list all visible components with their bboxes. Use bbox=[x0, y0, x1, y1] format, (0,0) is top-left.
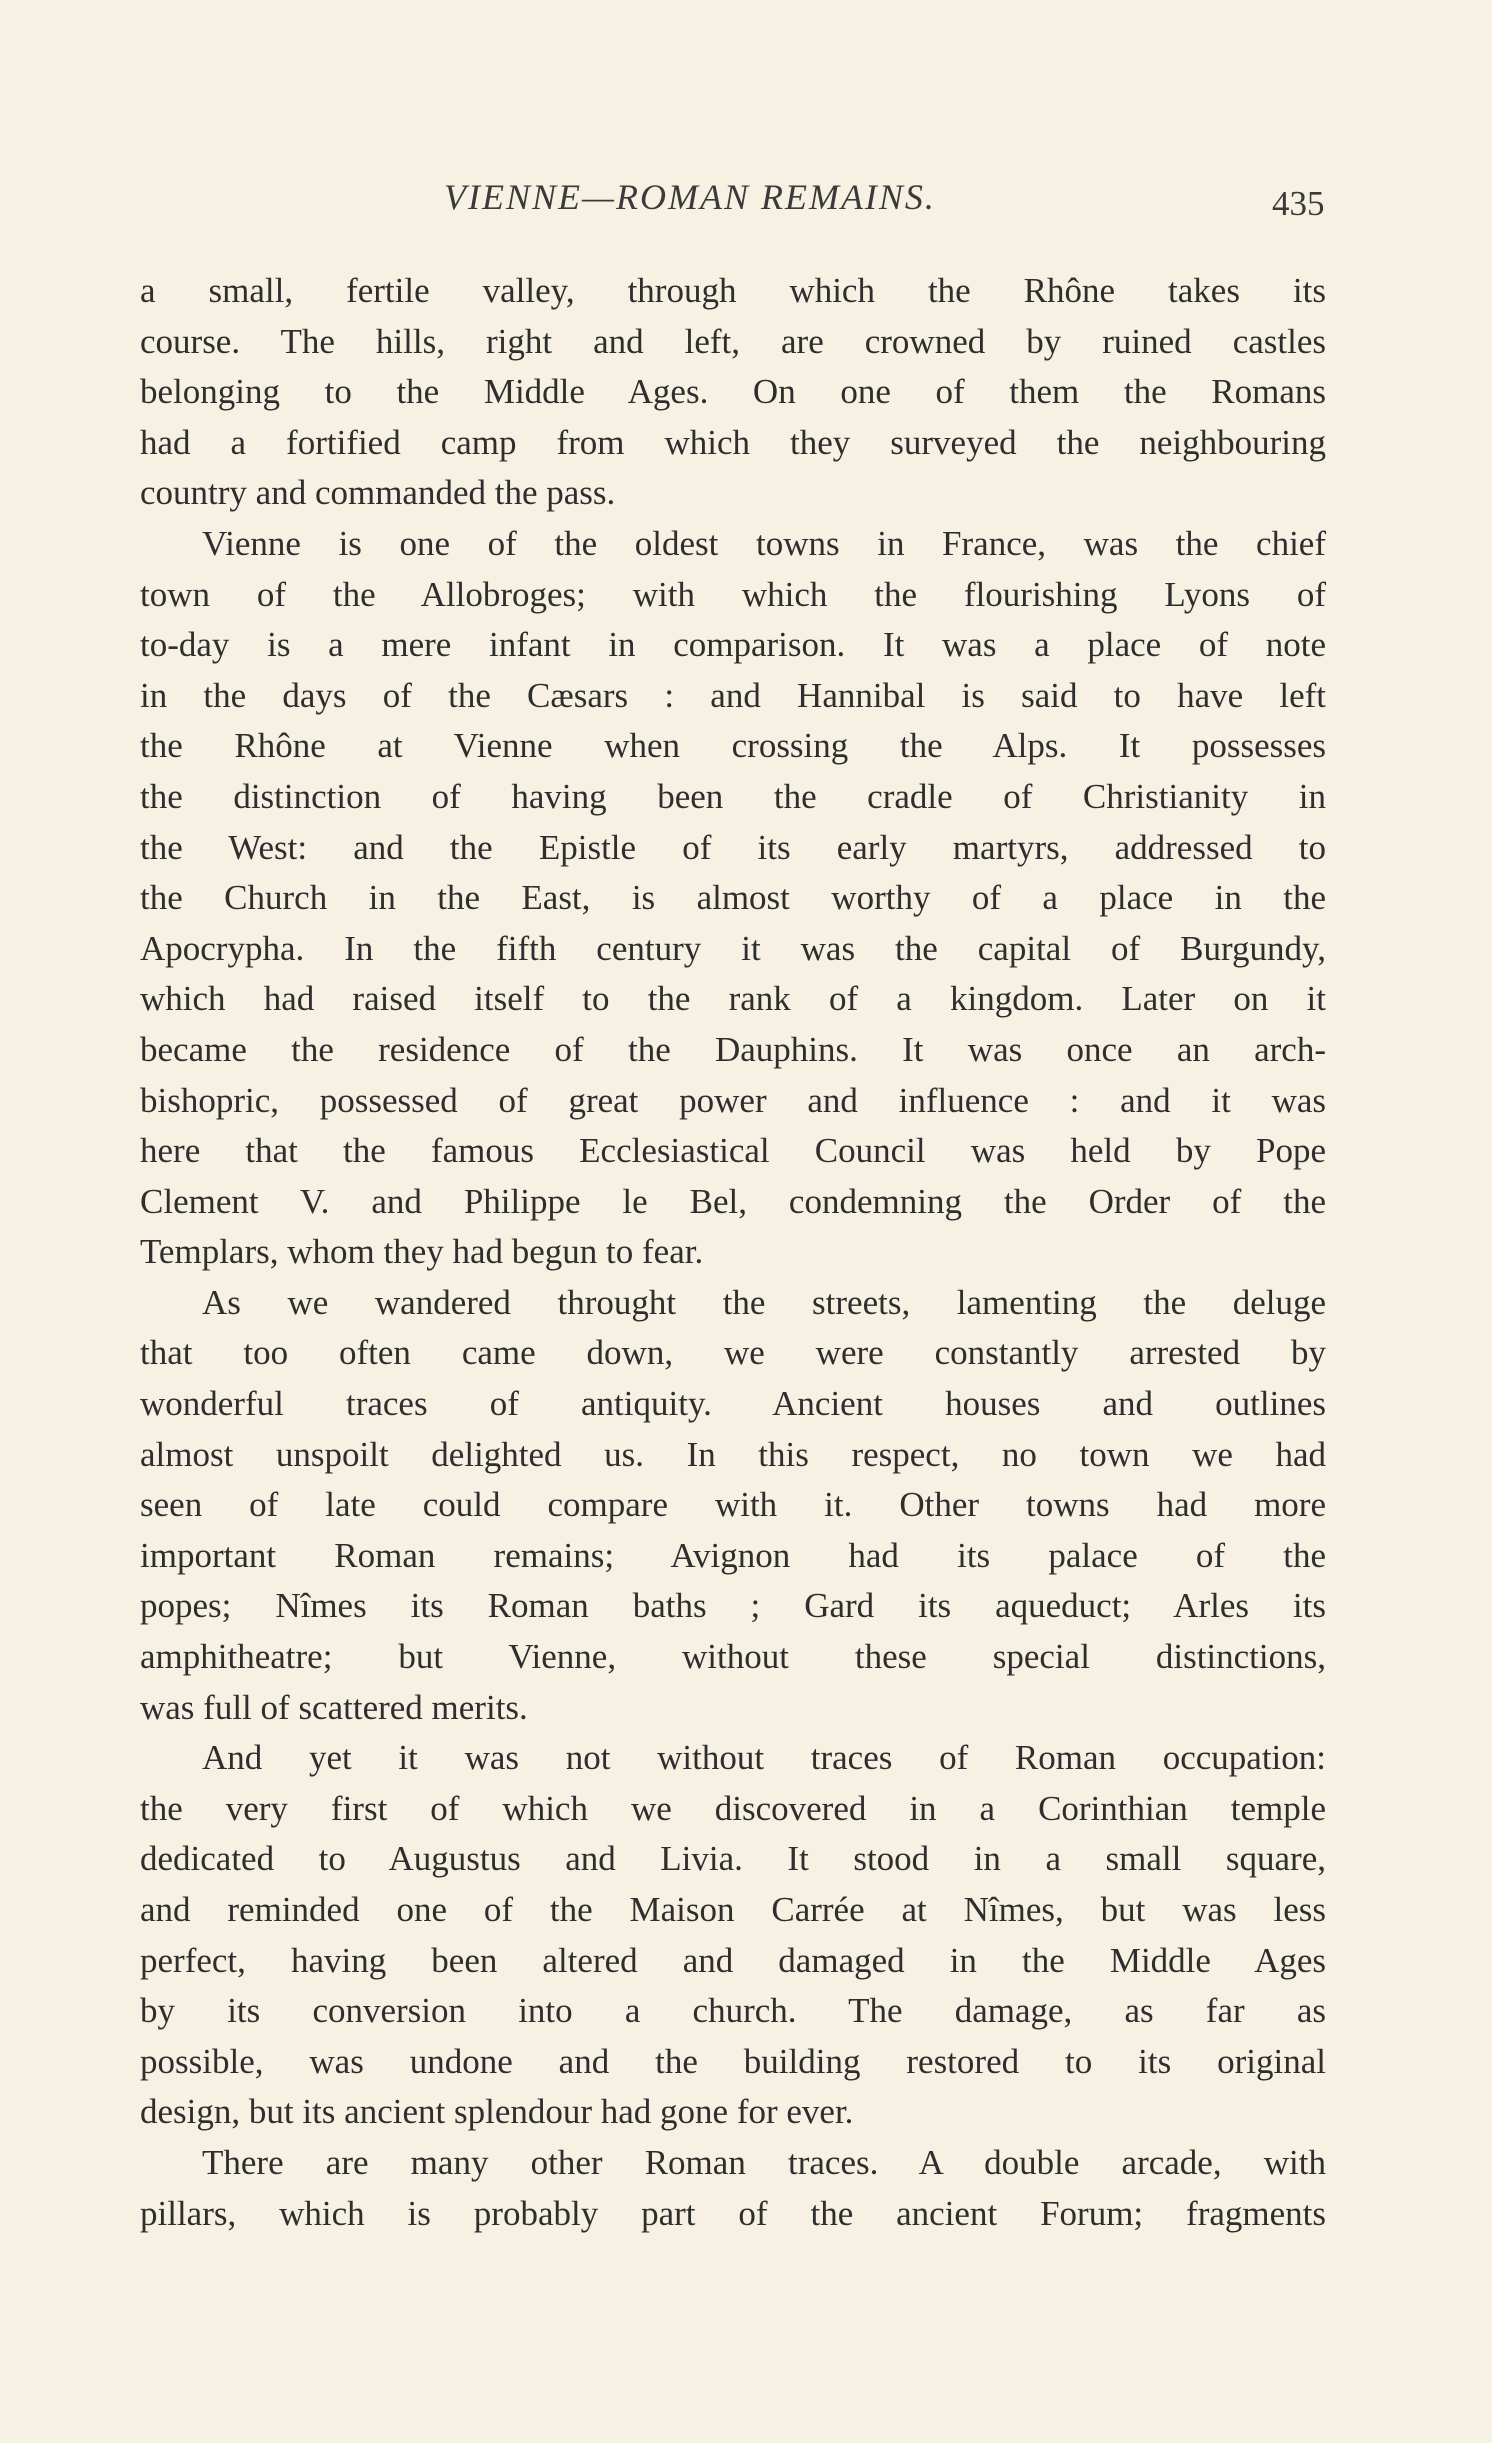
text-line: perfect, having been altered and damaged in the Middle Ages bbox=[140, 1940, 1326, 1980]
text-line: important Roman remains; Avignon had its palace of the bbox=[140, 1535, 1326, 1575]
text-line: design, but its ancient splendour had gone for ever. bbox=[140, 2092, 854, 2132]
text-line: seen of late could compare with it. Other towns had more bbox=[140, 1485, 1326, 1525]
text-line: town of the Allobroges; with which the flourishing Lyons of bbox=[140, 574, 1326, 614]
text-line: which had raised itself to the rank of a kingdom. Later on it bbox=[140, 979, 1326, 1019]
text-line: here that the famous Ecclesiastical Council was held by Pope bbox=[140, 1131, 1326, 1171]
text-line: course. The hills, right and left, are crowned by ruined castles bbox=[140, 321, 1326, 361]
text-line: the distinction of having been the cradle of Christianity in bbox=[140, 776, 1326, 816]
text-line: dedicated to Augustus and Livia. It stood in a small square, bbox=[140, 1839, 1326, 1879]
text-line: the West: and the Epistle of its early martyrs, addressed to bbox=[140, 827, 1326, 867]
text-line: And yet it was not without traces of Roman occupation: bbox=[202, 1738, 1326, 1778]
text-line: possible, was undone and the building restored to its original bbox=[140, 2041, 1326, 2081]
text-line: almost unspoilt delighted us. In this respect, no town we had bbox=[140, 1434, 1326, 1474]
text-line: to-day is a mere infant in comparison. It was a place of note bbox=[140, 625, 1326, 665]
text-line: Clement V. and Philippe le Bel, condemning the Order of the bbox=[140, 1181, 1326, 1221]
text-line: and reminded one of the Maison Carrée at Nîmes, but was less bbox=[140, 1890, 1326, 1929]
text-line: Apocrypha. In the fifth century it was the capital of Burgundy, bbox=[140, 928, 1326, 968]
text-line: by its conversion into a church. The damage, as far as bbox=[140, 1991, 1326, 2031]
text-line: was full of scattered merits. bbox=[140, 1687, 528, 1727]
text-line: that too often came down, we were constantly arrested by bbox=[140, 1333, 1326, 1373]
text-line: As we wandered throught the streets, lamenting the deluge bbox=[202, 1282, 1326, 1322]
text-line: a small, fertile valley, through which the Rhône takes its bbox=[140, 271, 1326, 310]
text-line: the very first of which we discovered in a Corinthian temple bbox=[140, 1788, 1326, 1828]
text-line: There are many other Roman traces. A double arcade, with bbox=[202, 2142, 1326, 2182]
text-line: popes; Nîmes its Roman baths ; Gard its aqueduct; Arles its bbox=[140, 1586, 1326, 1626]
text-line: Templars, whom they had begun to fear. bbox=[140, 1232, 704, 1272]
text-line: country and commanded the pass. bbox=[140, 473, 616, 513]
running-head bbox=[0, 172, 1492, 228]
text-line: became the residence of the Dauphins. It was once an arch- bbox=[140, 1029, 1326, 1069]
text-line: the Rhône at Vienne when crossing the Alps. It possesses bbox=[140, 726, 1326, 766]
text-line: the Church in the East, is almost worthy of a place in the bbox=[140, 878, 1326, 918]
text-line: amphitheatre; but Vienne, without these special distinctions, bbox=[140, 1637, 1326, 1677]
text-line: wonderful traces of antiquity. Ancient houses and outlines bbox=[140, 1384, 1326, 1424]
page-number: 435 bbox=[1272, 184, 1325, 223]
text-line: had a fortified camp from which they surveyed the neighbouring bbox=[140, 422, 1326, 462]
text-line: in the days of the Cæsars : and Hannibal is said to have left bbox=[140, 675, 1326, 715]
text-line: bishopric, possessed of great power and influence : and it was bbox=[140, 1080, 1326, 1120]
running-title: VIENNE—ROMAN REMAINS. bbox=[444, 177, 936, 217]
text-line: belonging to the Middle Ages. On one of them the Romans bbox=[140, 372, 1326, 412]
body-text bbox=[140, 266, 1326, 2239]
text-line: pillars, which is probably part of the ancient Forum; fragments bbox=[140, 2193, 1326, 2233]
text-line: Vienne is one of the oldest towns in France, was the chief bbox=[202, 523, 1326, 563]
